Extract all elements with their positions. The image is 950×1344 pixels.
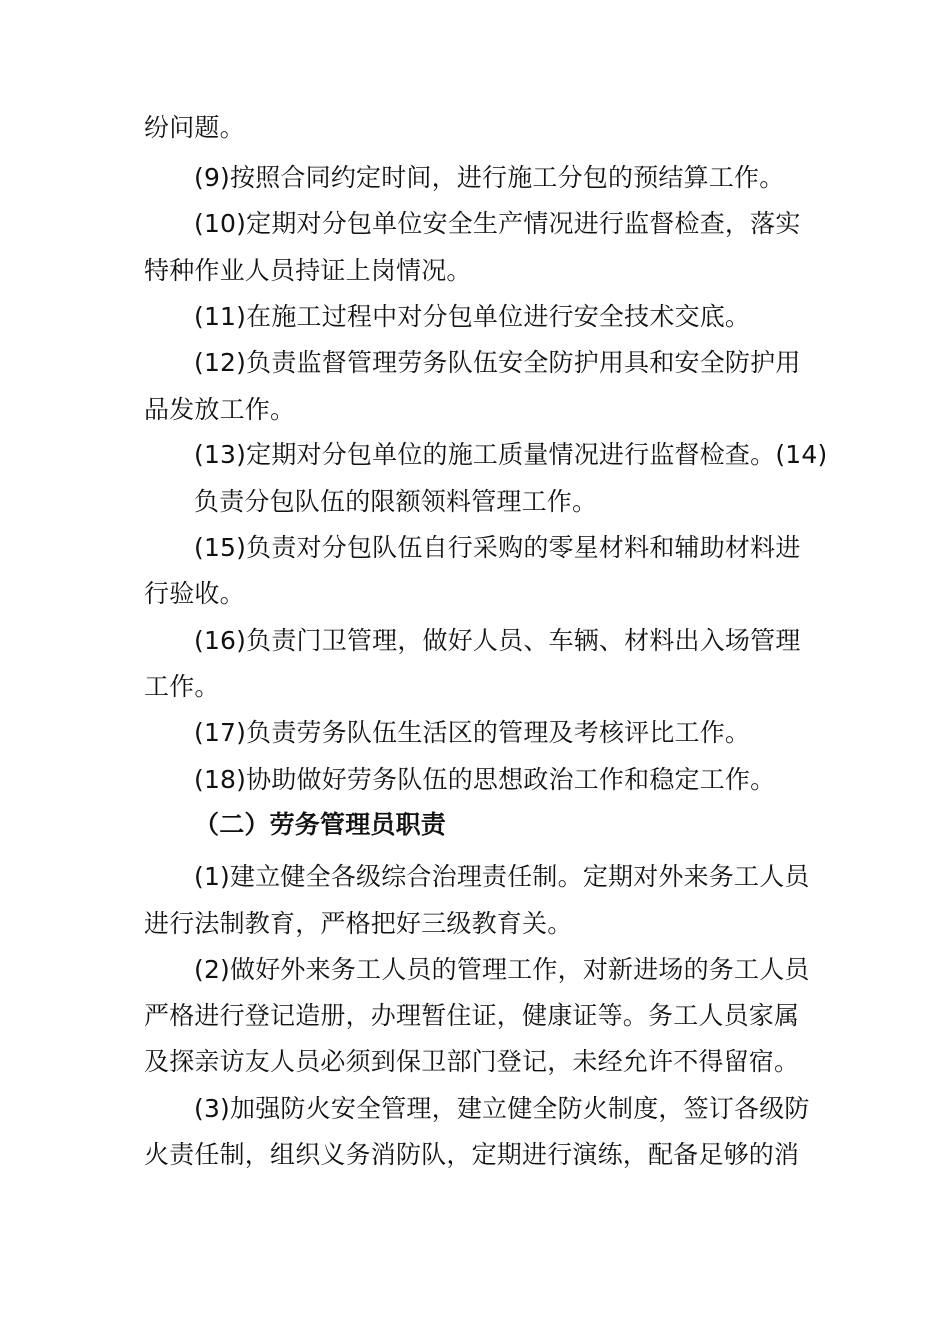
text-line: (17)负责劳务队伍生活区的管理及考核评比工作。 — [194, 718, 751, 747]
text-line: 纷问题。 — [144, 113, 245, 142]
text-line: (11)在施工过程中对分包单位进行安全技术交底。 — [194, 302, 751, 331]
text-line: 工作。 — [144, 672, 220, 701]
text-line: 特种作业人员持证上岗情况。 — [144, 256, 472, 285]
text-line: 品发放工作。 — [144, 395, 296, 424]
text-line: (18)协助做好劳务队伍的思想政治工作和稳定工作。 — [194, 765, 776, 794]
text-line: 行验收。 — [144, 579, 245, 608]
text-line: (3)加强防火安全管理，建立健全防火制度，签订各级防 — [194, 1094, 810, 1123]
text-line: (15)负责对分包队伍自行采购的零星材料和辅助材料进 — [194, 533, 801, 562]
text-line: 严格进行登记造册，办理暂住证，健康证等。务工人员家属 — [144, 1001, 800, 1030]
text-line: (12)负责监督管理劳务队伍安全防护用具和安全防护用 — [194, 348, 801, 377]
text-line: 及探亲访友人员必须到保卫部门登记，未经允许不得留宿。 — [144, 1047, 800, 1076]
text-line: (10)定期对分包单位安全生产情况进行监督检查，落实 — [194, 209, 801, 238]
text-line: (2)做好外来务工人员的管理工作，对新进场的务工人员 — [194, 955, 810, 984]
text-line: (16)负责门卫管理，做好人员、车辆、材料出入场管理 — [194, 626, 801, 655]
text-line: 负责分包队伍的限额领料管理工作。 — [194, 487, 598, 516]
text-line: (9)按照合同约定时间，进行施工分包的预结算工作。 — [194, 163, 785, 192]
text-line: 进行法制教育，严格把好三级教育关。 — [144, 909, 573, 938]
text-line: 火责任制，组织义务消防队，定期进行演练，配备足够的消 — [144, 1140, 800, 1169]
text-line: (13)定期对分包单位的施工质量情况进行监督检查。(14) — [194, 440, 828, 469]
section-heading: （二）劳务管理员职责 — [194, 810, 447, 839]
text-line: (1)建立健全各级综合治理责任制。定期对外来务工人员 — [194, 862, 810, 891]
